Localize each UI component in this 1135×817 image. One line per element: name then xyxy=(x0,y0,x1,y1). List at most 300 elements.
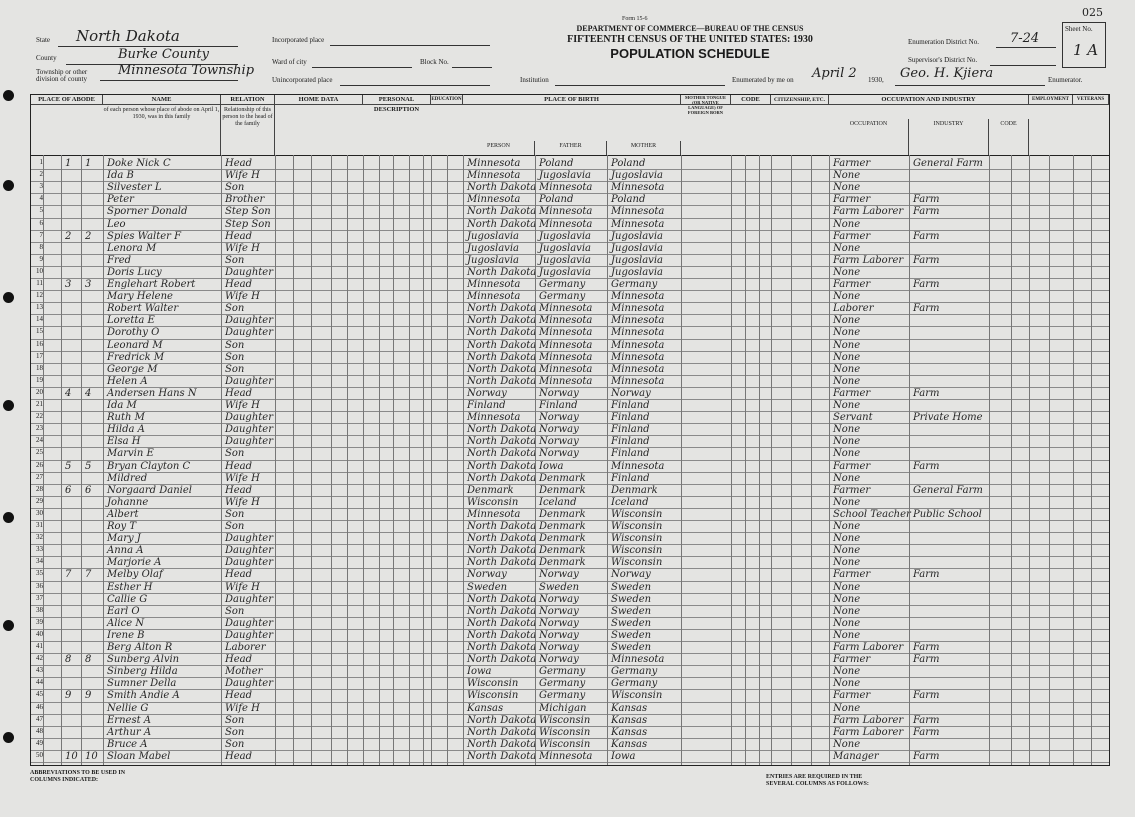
person-relation: Son xyxy=(225,182,245,194)
industry: Farm xyxy=(913,714,940,726)
birthplace-father: Germany xyxy=(539,279,586,290)
industry: General Farm xyxy=(913,484,983,496)
column-rule xyxy=(311,155,312,765)
person-name: Ernest A xyxy=(107,714,151,726)
binder-hole xyxy=(3,292,14,303)
person-relation: Wife H xyxy=(225,170,260,182)
birthplace-mother: Minnesota xyxy=(611,182,665,194)
birthplace-father: Michigan xyxy=(539,702,587,714)
birthplace-person: North Dakota xyxy=(467,557,537,569)
birthplace-mother: Finland xyxy=(611,424,650,436)
birthplace-person: Wisconsin xyxy=(467,690,519,702)
row-number: 28 xyxy=(36,484,43,493)
person-relation: Daughter xyxy=(225,678,273,690)
enumerator-suffix: Enumerator. xyxy=(1048,76,1083,84)
person-name: George M xyxy=(107,363,158,375)
birthplace-father: Norway xyxy=(539,654,579,666)
birthplace-person: North Dakota xyxy=(467,593,537,605)
person-name: Arthur A xyxy=(107,726,152,738)
column-rule xyxy=(1091,155,1092,765)
occupation: None xyxy=(833,496,861,508)
person-relation: Wife H xyxy=(225,472,260,484)
occupation: Farmer xyxy=(833,690,871,702)
person-name: Callie G xyxy=(107,593,148,605)
ward-line xyxy=(312,67,412,68)
person-relation: Wife H xyxy=(225,242,260,254)
occupation: Farmer xyxy=(833,194,871,206)
person-relation: Son xyxy=(225,303,245,315)
row-number: 42 xyxy=(36,654,43,663)
birthplace-father: Norway xyxy=(539,387,579,399)
row-number: 16 xyxy=(36,339,43,348)
row-number: 20 xyxy=(36,387,43,396)
birthplace-father: Jugoslavia xyxy=(539,254,591,266)
person-name: Bryan Clayton C xyxy=(107,460,191,472)
row-number: 4 xyxy=(39,194,43,203)
birthplace-mother: Minnesota xyxy=(611,206,665,218)
birthplace-mother: Finland xyxy=(611,448,650,460)
birthplace-mother: Norway xyxy=(611,387,651,399)
birthplace-father: Denmark xyxy=(539,521,586,532)
incorporated-place-label: Incorporated place xyxy=(272,36,325,44)
birthplace-mother: Kansas xyxy=(611,738,648,750)
birthplace-person: North Dakota xyxy=(467,738,537,750)
person-relation: Mother xyxy=(225,666,263,678)
birthplace-mother: Finland xyxy=(611,436,650,448)
column-rule xyxy=(535,155,536,765)
occupation: None xyxy=(833,182,861,194)
birthplace-mother: Minnesota xyxy=(611,303,665,315)
person-relation: Step Son xyxy=(225,218,271,230)
birthplace-person: North Dakota xyxy=(467,266,537,278)
birthplace-person: North Dakota xyxy=(467,472,537,484)
group-citizenship: CITIZENSHIP, ETC. xyxy=(771,95,829,105)
person-name: Dorothy O xyxy=(107,327,160,339)
industry: Farm xyxy=(913,279,940,290)
column-rule xyxy=(275,155,276,765)
column-rule xyxy=(379,155,380,765)
birthplace-person: North Dakota xyxy=(467,218,537,230)
row-number: 45 xyxy=(36,690,43,699)
person-name: Leonard M xyxy=(107,339,163,351)
sheet-box xyxy=(1062,22,1106,68)
supervisor-line xyxy=(990,65,1056,66)
birthplace-father: Germany xyxy=(539,666,586,678)
industry: Farm xyxy=(913,654,940,666)
person-name: Elsa H xyxy=(107,436,141,448)
industry: Public School xyxy=(913,508,982,520)
row-number: 1 xyxy=(39,158,43,166)
birthplace-father: Germany xyxy=(539,291,586,303)
occupation: None xyxy=(833,557,861,569)
person-name: Marvin E xyxy=(107,448,154,460)
dwelling-number: 7 xyxy=(65,569,72,581)
colhead-code: CODE xyxy=(989,119,1029,155)
group-place-of-abode: PLACE OF ABODE xyxy=(31,95,103,105)
occupation: Farmer xyxy=(833,484,871,496)
person-relation: Son xyxy=(225,714,245,726)
person-name: Helen A xyxy=(107,375,148,387)
birthplace-father: Denmark xyxy=(539,484,586,496)
industry: Farm xyxy=(913,726,940,738)
birthplace-father: Finland xyxy=(539,400,578,411)
birthplace-father: Norway xyxy=(539,642,579,653)
person-name: Fredrick M xyxy=(107,351,165,363)
colhead-birth-father: FATHER xyxy=(535,141,607,155)
birthplace-mother: Wisconsin xyxy=(611,557,663,569)
row-number: 9 xyxy=(39,254,43,263)
birthplace-father: Minnesota xyxy=(539,218,593,230)
birthplace-father: Denmark xyxy=(539,557,586,569)
family-number: 1 xyxy=(85,158,92,169)
person-name: Earl O xyxy=(107,605,140,617)
birthplace-mother: Minnesota xyxy=(611,363,665,375)
occupation: Farmer xyxy=(833,460,871,472)
row-number: 33 xyxy=(36,545,43,554)
row-number: 23 xyxy=(36,424,43,433)
group-relation: RELATION xyxy=(221,95,275,105)
person-relation: Laborer xyxy=(225,642,266,653)
dwelling-number: 5 xyxy=(65,460,72,472)
person-name: Doris Lucy xyxy=(107,266,162,278)
birthplace-mother: Minnesota xyxy=(611,291,665,303)
group-education: EDUCATION xyxy=(431,95,463,105)
birthplace-father: Wisconsin xyxy=(539,726,591,738)
birthplace-father: Denmark xyxy=(539,508,586,520)
birthplace-mother: Minnesota xyxy=(611,351,665,363)
birthplace-person: North Dakota xyxy=(467,750,537,762)
occupation: Farm Laborer xyxy=(833,726,904,738)
birthplace-mother: Norway xyxy=(611,569,651,581)
birthplace-father: Jugoslavia xyxy=(539,170,591,182)
birthplace-mother: Jugoslavia xyxy=(611,170,663,182)
birthplace-father: Norway xyxy=(539,412,579,424)
birthplace-person: North Dakota xyxy=(467,339,537,351)
birthplace-person: North Dakota xyxy=(467,351,537,363)
ed-label: Enumeration District No. xyxy=(908,38,979,46)
person-relation: Son xyxy=(225,448,245,460)
column-rule xyxy=(463,155,464,765)
row-number: 41 xyxy=(36,642,43,650)
birthplace-father: Minnesota xyxy=(539,303,593,315)
group-personal: PERSONAL DESCRIPTION xyxy=(363,95,431,105)
row-number: 15 xyxy=(36,327,43,336)
row-number: 38 xyxy=(36,605,43,614)
birthplace-person: North Dakota xyxy=(467,303,537,315)
occupation: Farmer xyxy=(833,387,871,399)
birthplace-person: North Dakota xyxy=(467,545,537,557)
birthplace-father: Norway xyxy=(539,569,579,581)
person-relation: Head xyxy=(225,484,253,496)
block-line xyxy=(452,67,492,68)
birthplace-mother: Finland xyxy=(611,472,650,484)
binder-hole xyxy=(3,620,14,631)
supervisor-label: Supervisor's District No. xyxy=(908,56,978,64)
colhead-relation: Relationship of this person to the head of the family xyxy=(221,105,275,155)
sheet-value: 1 A xyxy=(1073,41,1099,59)
birthplace-mother: Finland xyxy=(611,400,650,411)
occupation: Farm Laborer xyxy=(833,642,904,653)
dwelling-number: 4 xyxy=(65,387,72,399)
person-relation: Son xyxy=(225,738,245,750)
footer-entries: ENTRIES ARE REQUIRED IN THE SEVERAL COLUMNS AS FOLLOWS: xyxy=(766,774,869,787)
occupation: None xyxy=(833,436,861,448)
row-number: 36 xyxy=(36,581,43,590)
birthplace-father: Iceland xyxy=(539,496,577,508)
birthplace-father: Minnesota xyxy=(539,351,593,363)
birthplace-person: Minnesota xyxy=(467,291,521,303)
person-relation: Head xyxy=(225,230,253,242)
colhead-industry: INDUSTRY xyxy=(909,119,989,155)
birthplace-mother: Jugoslavia xyxy=(611,266,663,278)
birthplace-person: North Dakota xyxy=(467,617,537,629)
colhead-occupation: OCCUPATION xyxy=(829,119,909,155)
birthplace-person: Wisconsin xyxy=(467,678,519,690)
row-number: 22 xyxy=(36,412,43,421)
person-name: Sunberg Alvin xyxy=(107,654,180,666)
birthplace-person: Finland xyxy=(467,400,506,411)
row-number: 7 xyxy=(39,230,43,239)
occupation: Farmer xyxy=(833,654,871,666)
column-rule xyxy=(331,155,332,765)
birthplace-person: Jugoslavia xyxy=(467,242,519,254)
group-occupation: OCCUPATION AND INDUSTRY xyxy=(829,95,1029,105)
occupation: None xyxy=(833,448,861,460)
person-name: Esther H xyxy=(107,581,153,593)
person-name: Bruce A xyxy=(107,738,148,750)
person-relation: Head xyxy=(225,654,253,666)
occupation: Farmer xyxy=(833,158,871,169)
county-value: Burke County xyxy=(118,47,209,62)
birthplace-mother: Minnesota xyxy=(611,339,665,351)
column-rule xyxy=(347,155,348,765)
occupation: None xyxy=(833,521,861,532)
industry: Farm xyxy=(913,690,940,702)
occupation: None xyxy=(833,327,861,339)
person-name: Ida M xyxy=(107,400,137,411)
column-rule xyxy=(363,155,364,765)
enumerator-signature: Geo. H. Kjiera xyxy=(900,66,994,81)
row-rule xyxy=(31,762,1109,763)
birthplace-person: North Dakota xyxy=(467,533,537,545)
form-number: Form 15-6 xyxy=(622,16,648,22)
person-relation: Daughter xyxy=(225,266,273,278)
group-name: NAME xyxy=(103,95,221,105)
person-relation: Head xyxy=(225,279,253,290)
group-code: CODE xyxy=(731,95,771,105)
colhead-name: of each person whose place of abode on April 1, 1930, was in this family xyxy=(103,105,221,155)
birthplace-father: Sweden xyxy=(539,581,580,593)
dwelling-number: 6 xyxy=(65,484,72,496)
row-number: 29 xyxy=(36,496,43,505)
birthplace-father: Norway xyxy=(539,605,579,617)
county-label: County xyxy=(36,54,57,62)
row-number: 47 xyxy=(36,714,43,723)
birthplace-mother: Wisconsin xyxy=(611,545,663,557)
birthplace-person: North Dakota xyxy=(467,206,537,218)
person-relation: Son xyxy=(225,726,245,738)
occupation: None xyxy=(833,678,861,690)
row-number: 24 xyxy=(36,436,43,445)
birthplace-mother: Iceland xyxy=(611,496,649,508)
birthplace-person: Denmark xyxy=(467,484,514,496)
birthplace-mother: Minnesota xyxy=(611,375,665,387)
column-rule xyxy=(409,155,410,765)
person-name: Andersen Hans N xyxy=(107,387,197,399)
person-name: Albert xyxy=(107,508,139,520)
family-number: 5 xyxy=(85,460,92,472)
department-title: DEPARTMENT OF COMMERCE—BUREAU OF THE CENSUS xyxy=(576,24,804,33)
birthplace-father: Poland xyxy=(539,158,574,169)
birthplace-person: North Dakota xyxy=(467,315,537,327)
birthplace-father: Denmark xyxy=(539,533,586,545)
birthplace-father: Minnesota xyxy=(539,750,593,762)
person-relation: Brother xyxy=(225,194,265,206)
birthplace-person: Minnesota xyxy=(467,158,521,169)
person-name: Leo xyxy=(107,218,126,230)
person-name: Melby Olaf xyxy=(107,569,163,581)
industry: Farm xyxy=(913,750,940,762)
person-name: Irene B xyxy=(107,629,145,641)
person-name: Roy T xyxy=(107,521,137,532)
occupation: None xyxy=(833,339,861,351)
birthplace-person: Norway xyxy=(467,387,507,399)
birthplace-person: North Dakota xyxy=(467,448,537,460)
column-rule xyxy=(791,155,792,765)
birthplace-person: North Dakota xyxy=(467,714,537,726)
column-rule xyxy=(829,155,830,765)
column-rule xyxy=(681,155,682,765)
occupation: None xyxy=(833,472,861,484)
industry: Farm xyxy=(913,303,940,315)
row-number: 43 xyxy=(36,666,43,675)
row-number: 39 xyxy=(36,617,43,626)
binder-hole xyxy=(3,180,14,191)
occupation: None xyxy=(833,375,861,387)
family-number: 8 xyxy=(85,654,92,666)
occupation: None xyxy=(833,605,861,617)
person-relation: Son xyxy=(225,508,245,520)
header-divider xyxy=(31,155,1109,156)
column-rule xyxy=(745,155,746,765)
row-number: 19 xyxy=(36,375,43,384)
row-number: 5 xyxy=(39,206,43,215)
person-name: Ruth M xyxy=(107,412,145,424)
person-relation: Son xyxy=(225,339,245,351)
column-rule xyxy=(909,155,910,765)
birthplace-father: Jugoslavia xyxy=(539,242,591,254)
birthplace-person: Jugoslavia xyxy=(467,230,519,242)
occupation: None xyxy=(833,266,861,278)
person-relation: Daughter xyxy=(225,533,273,545)
birthplace-person: North Dakota xyxy=(467,182,537,194)
occupation: None xyxy=(833,666,861,678)
birthplace-father: Norway xyxy=(539,593,579,605)
birthplace-father: Wisconsin xyxy=(539,714,591,726)
person-relation: Son xyxy=(225,254,245,266)
person-relation: Daughter xyxy=(225,629,273,641)
birthplace-mother: Jugoslavia xyxy=(611,254,663,266)
birthplace-mother: Sweden xyxy=(611,617,652,629)
birthplace-person: North Dakota xyxy=(467,460,537,472)
occupation: Farm Laborer xyxy=(833,714,904,726)
birthplace-mother: Wisconsin xyxy=(611,521,663,532)
person-name: Alice N xyxy=(107,617,145,629)
binder-hole xyxy=(3,400,14,411)
township-label: Township or other division of county xyxy=(36,68,88,83)
birthplace-father: Minnesota xyxy=(539,363,593,375)
occupation: None xyxy=(833,738,861,750)
family-number: 2 xyxy=(85,230,92,242)
birthplace-person: North Dakota xyxy=(467,327,537,339)
row-number: 49 xyxy=(36,738,43,747)
occupation: Farm Laborer xyxy=(833,206,904,218)
birthplace-person: Minnesota xyxy=(467,508,521,520)
birthplace-person: North Dakota xyxy=(467,363,537,375)
column-rule xyxy=(393,155,394,765)
birthplace-mother: Minnesota xyxy=(611,218,665,230)
row-number: 46 xyxy=(36,702,43,711)
person-name: Silvester L xyxy=(107,182,162,194)
family-number: 9 xyxy=(85,690,92,702)
person-name: Mildred xyxy=(107,472,148,484)
birthplace-person: North Dakota xyxy=(467,629,537,641)
state-value: North Dakota xyxy=(76,27,180,45)
industry: Private Home xyxy=(913,412,983,424)
row-number: 18 xyxy=(36,363,43,372)
birthplace-mother: Germany xyxy=(611,678,658,690)
row-number: 2 xyxy=(39,170,43,179)
birthplace-mother: Sweden xyxy=(611,642,652,653)
row-number: 6 xyxy=(39,218,43,227)
person-relation: Daughter xyxy=(225,375,273,387)
person-name: Sinberg Hilda xyxy=(107,666,178,678)
birthplace-mother: Sweden xyxy=(611,605,652,617)
dwelling-number: 3 xyxy=(65,279,72,290)
row-number: 21 xyxy=(36,400,43,408)
column-rule xyxy=(103,155,104,765)
row-number: 14 xyxy=(36,315,43,324)
birthplace-person: North Dakota xyxy=(467,605,537,617)
occupation: None xyxy=(833,617,861,629)
population-table xyxy=(30,94,1110,766)
birthplace-mother: Kansas xyxy=(611,714,648,726)
birthplace-mother: Sweden xyxy=(611,581,652,593)
row-number: 17 xyxy=(36,351,43,360)
birthplace-mother: Kansas xyxy=(611,702,648,714)
person-name: Loretta E xyxy=(107,315,155,327)
birthplace-father: Minnesota xyxy=(539,315,593,327)
industry: Farm xyxy=(913,569,940,581)
birthplace-father: Jugoslavia xyxy=(539,266,591,278)
person-name: Hilda A xyxy=(107,424,145,436)
birthplace-mother: Jugoslavia xyxy=(611,242,663,254)
column-rule xyxy=(81,155,82,765)
occupation: None xyxy=(833,545,861,557)
column-rule xyxy=(221,155,222,765)
institution-line xyxy=(555,85,725,86)
occupation: School Teacher xyxy=(833,508,911,520)
group-veterans: VETERANS xyxy=(1073,95,1109,105)
person-name: Marjorie A xyxy=(107,557,162,569)
industry: Farm xyxy=(913,254,940,266)
birthplace-person: North Dakota xyxy=(467,375,537,387)
row-number: 40 xyxy=(36,629,43,638)
birthplace-father: Norway xyxy=(539,424,579,436)
column-rule xyxy=(759,155,760,765)
person-relation: Son xyxy=(225,605,245,617)
birthplace-father: Norway xyxy=(539,629,579,641)
